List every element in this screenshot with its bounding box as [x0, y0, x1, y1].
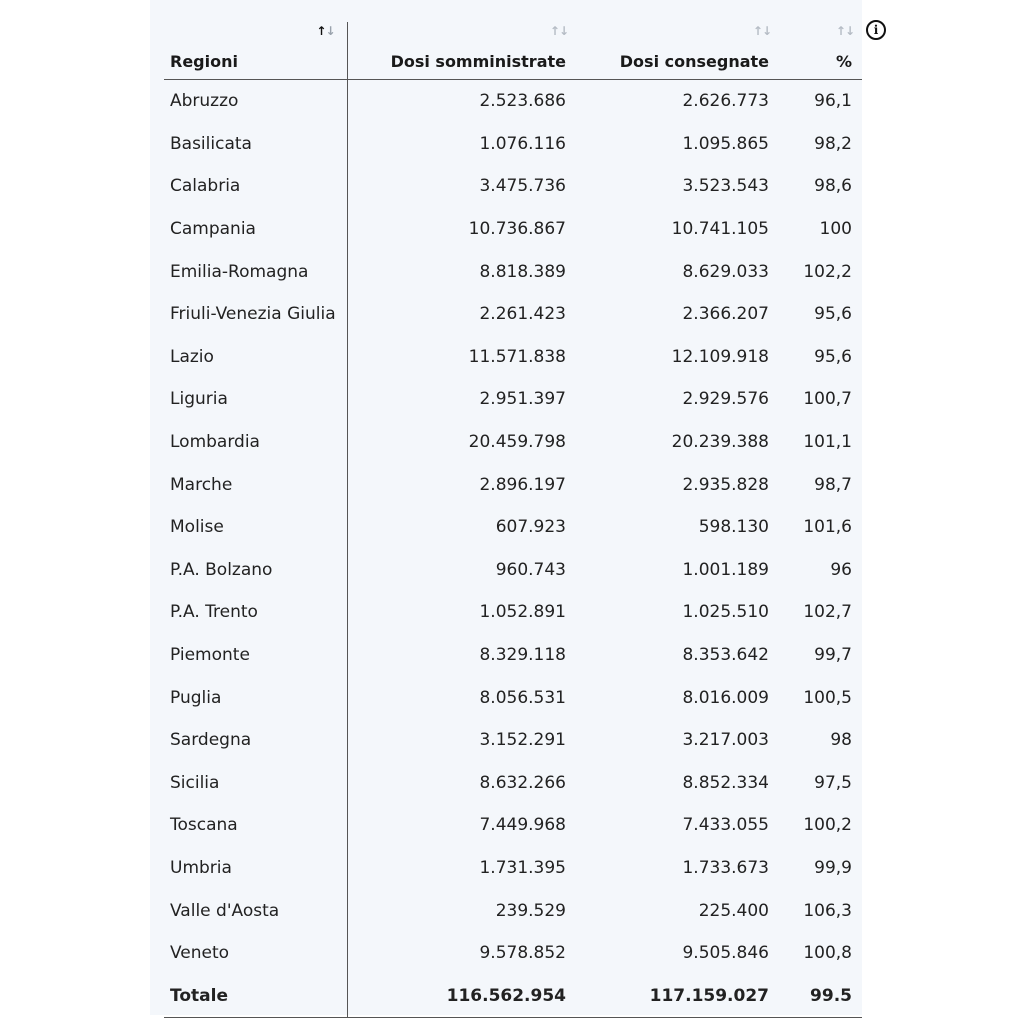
percent-cell: 100 — [819, 219, 852, 240]
region-cell: Veneto — [164, 932, 347, 975]
percent-cell: 100,7 — [803, 389, 852, 410]
table-row — [164, 165, 862, 208]
percent-cell: 98,2 — [814, 133, 852, 154]
administered-cell: 2.523.686 — [479, 91, 566, 112]
region-cell: Marche — [164, 463, 347, 506]
table-row — [164, 847, 862, 890]
delivered-cell: 1.001.189 — [682, 559, 769, 580]
percent-cell: 98 — [830, 730, 852, 751]
delivered-cell: 2.366.207 — [682, 304, 769, 325]
region-cell: Piemonte — [164, 634, 347, 677]
delivered-cell: 598.130 — [698, 517, 769, 538]
column-header-label: Regioni — [170, 52, 238, 71]
region-cell: Puglia — [164, 676, 347, 719]
region-cell: Molise — [164, 506, 347, 549]
delivered-cell: 2.626.773 — [682, 91, 769, 112]
administered-cell: 8.329.118 — [479, 645, 566, 666]
info-icon-glyph: i — [873, 23, 879, 37]
percent-cell: 96,1 — [814, 91, 852, 112]
delivered-cell: 3.523.543 — [682, 176, 769, 197]
percent-cell: 98,6 — [814, 176, 852, 197]
delivered-cell: 12.109.918 — [671, 346, 769, 367]
delivered-cell: 225.400 — [698, 900, 769, 921]
region-cell: Emilia-Romagna — [164, 250, 347, 293]
administered-cell: 8.818.389 — [479, 261, 566, 282]
column-header-delivered[interactable] — [578, 22, 781, 80]
total-percent: 99.5 — [781, 974, 862, 1017]
delivered-cell: 8.629.033 — [682, 261, 769, 282]
percent-cell: 102,7 — [803, 602, 852, 623]
percent-cell: 100,5 — [803, 687, 852, 708]
table-row — [164, 719, 862, 762]
sort-icon[interactable]: ↑↓ — [549, 24, 568, 38]
administered-cell: 607.923 — [495, 517, 566, 538]
region-cell: Abruzzo — [164, 80, 347, 123]
table-row — [164, 506, 862, 549]
table-row — [164, 250, 862, 293]
sort-icon[interactable]: ↑↓ — [316, 24, 335, 38]
delivered-cell: 2.929.576 — [682, 389, 769, 410]
percent-cell: 95,6 — [814, 304, 852, 325]
administered-cell: 3.475.736 — [479, 176, 566, 197]
region-cell: Basilicata — [164, 123, 347, 166]
table-header-row — [164, 22, 862, 80]
administered-cell: 10.736.867 — [468, 219, 566, 240]
region-cell: Lazio — [164, 336, 347, 379]
table-row — [164, 336, 862, 379]
administered-cell: 1.052.891 — [479, 602, 566, 623]
percent-cell: 101,1 — [803, 432, 852, 453]
administered-cell: 960.743 — [495, 559, 566, 580]
column-header-label: % — [835, 52, 852, 71]
percent-cell: 97,5 — [814, 772, 852, 793]
delivered-cell: 10.741.105 — [671, 219, 769, 240]
table-row — [164, 762, 862, 805]
administered-cell: 20.459.798 — [468, 432, 566, 453]
administered-cell: 7.449.968 — [479, 815, 566, 836]
table-row — [164, 549, 862, 592]
region-cell: Lombardia — [164, 421, 347, 464]
administered-cell: 239.529 — [495, 900, 566, 921]
table-row — [164, 123, 862, 166]
region-cell: P.A. Trento — [164, 591, 347, 634]
table-row — [164, 208, 862, 251]
administered-cell: 11.571.838 — [468, 346, 566, 367]
delivered-cell: 8.016.009 — [682, 687, 769, 708]
table-row — [164, 421, 862, 464]
column-header-label: Dosi consegnate — [619, 52, 769, 71]
delivered-cell: 2.935.828 — [682, 474, 769, 495]
table-row — [164, 804, 862, 847]
total-delivered: 117.159.027 — [578, 974, 781, 1017]
delivered-cell: 7.433.055 — [682, 815, 769, 836]
region-cell: Campania — [164, 208, 347, 251]
delivered-cell: 20.239.388 — [671, 432, 769, 453]
table-row — [164, 889, 862, 932]
delivered-cell: 1.733.673 — [682, 857, 769, 878]
percent-cell: 100,2 — [803, 815, 852, 836]
delivered-cell: 3.217.003 — [682, 730, 769, 751]
delivered-cell: 1.095.865 — [682, 133, 769, 154]
administered-cell: 8.056.531 — [479, 687, 566, 708]
region-cell: Sicilia — [164, 762, 347, 805]
region-cell: P.A. Bolzano — [164, 549, 347, 592]
column-header-percent[interactable] — [781, 22, 862, 80]
total-row — [164, 974, 862, 1017]
table-row — [164, 634, 862, 677]
administered-cell: 9.578.852 — [479, 943, 566, 964]
delivered-cell: 8.353.642 — [682, 645, 769, 666]
column-header-administered[interactable] — [347, 22, 578, 80]
percent-cell: 106,3 — [803, 900, 852, 921]
administered-cell: 3.152.291 — [479, 730, 566, 751]
percent-cell: 102,2 — [803, 261, 852, 282]
info-icon[interactable] — [866, 20, 886, 40]
sort-icon[interactable]: ↑↓ — [835, 24, 854, 38]
percent-cell: 100,8 — [803, 943, 852, 964]
region-cell: Liguria — [164, 378, 347, 421]
administered-cell: 8.632.266 — [479, 772, 566, 793]
region-cell: Calabria — [164, 165, 347, 208]
delivered-cell: 1.025.510 — [682, 602, 769, 623]
table-row — [164, 80, 862, 123]
percent-cell: 95,6 — [814, 346, 852, 367]
table-row — [164, 591, 862, 634]
administered-cell: 1.076.116 — [479, 133, 566, 154]
table-row — [164, 932, 862, 975]
total-administered: 116.562.954 — [347, 974, 578, 1017]
administered-cell: 2.261.423 — [479, 304, 566, 325]
delivered-cell: 8.852.334 — [682, 772, 769, 793]
delivered-cell: 9.505.846 — [682, 943, 769, 964]
region-cell: Valle d'Aosta — [164, 889, 347, 932]
total-label: Totale — [164, 974, 347, 1017]
table-row — [164, 463, 862, 506]
table-row — [164, 676, 862, 719]
table-row — [164, 293, 862, 336]
administered-cell: 1.731.395 — [479, 857, 566, 878]
percent-cell: 96 — [830, 559, 852, 580]
percent-cell: 99,9 — [814, 857, 852, 878]
region-cell: Sardegna — [164, 719, 347, 762]
table-row — [164, 378, 862, 421]
column-header-regions[interactable] — [164, 22, 347, 80]
region-cell: Friuli-Venezia Giulia — [164, 293, 347, 336]
percent-cell: 99,7 — [814, 645, 852, 666]
vaccine-doses-table — [164, 22, 862, 1018]
column-header-label: Dosi somministrate — [390, 52, 566, 71]
region-cell: Umbria — [164, 847, 347, 890]
percent-cell: 101,6 — [803, 517, 852, 538]
percent-cell: 98,7 — [814, 474, 852, 495]
administered-cell: 2.896.197 — [479, 474, 566, 495]
region-cell: Toscana — [164, 804, 347, 847]
sort-icon[interactable]: ↑↓ — [752, 24, 771, 38]
administered-cell: 2.951.397 — [479, 389, 566, 410]
